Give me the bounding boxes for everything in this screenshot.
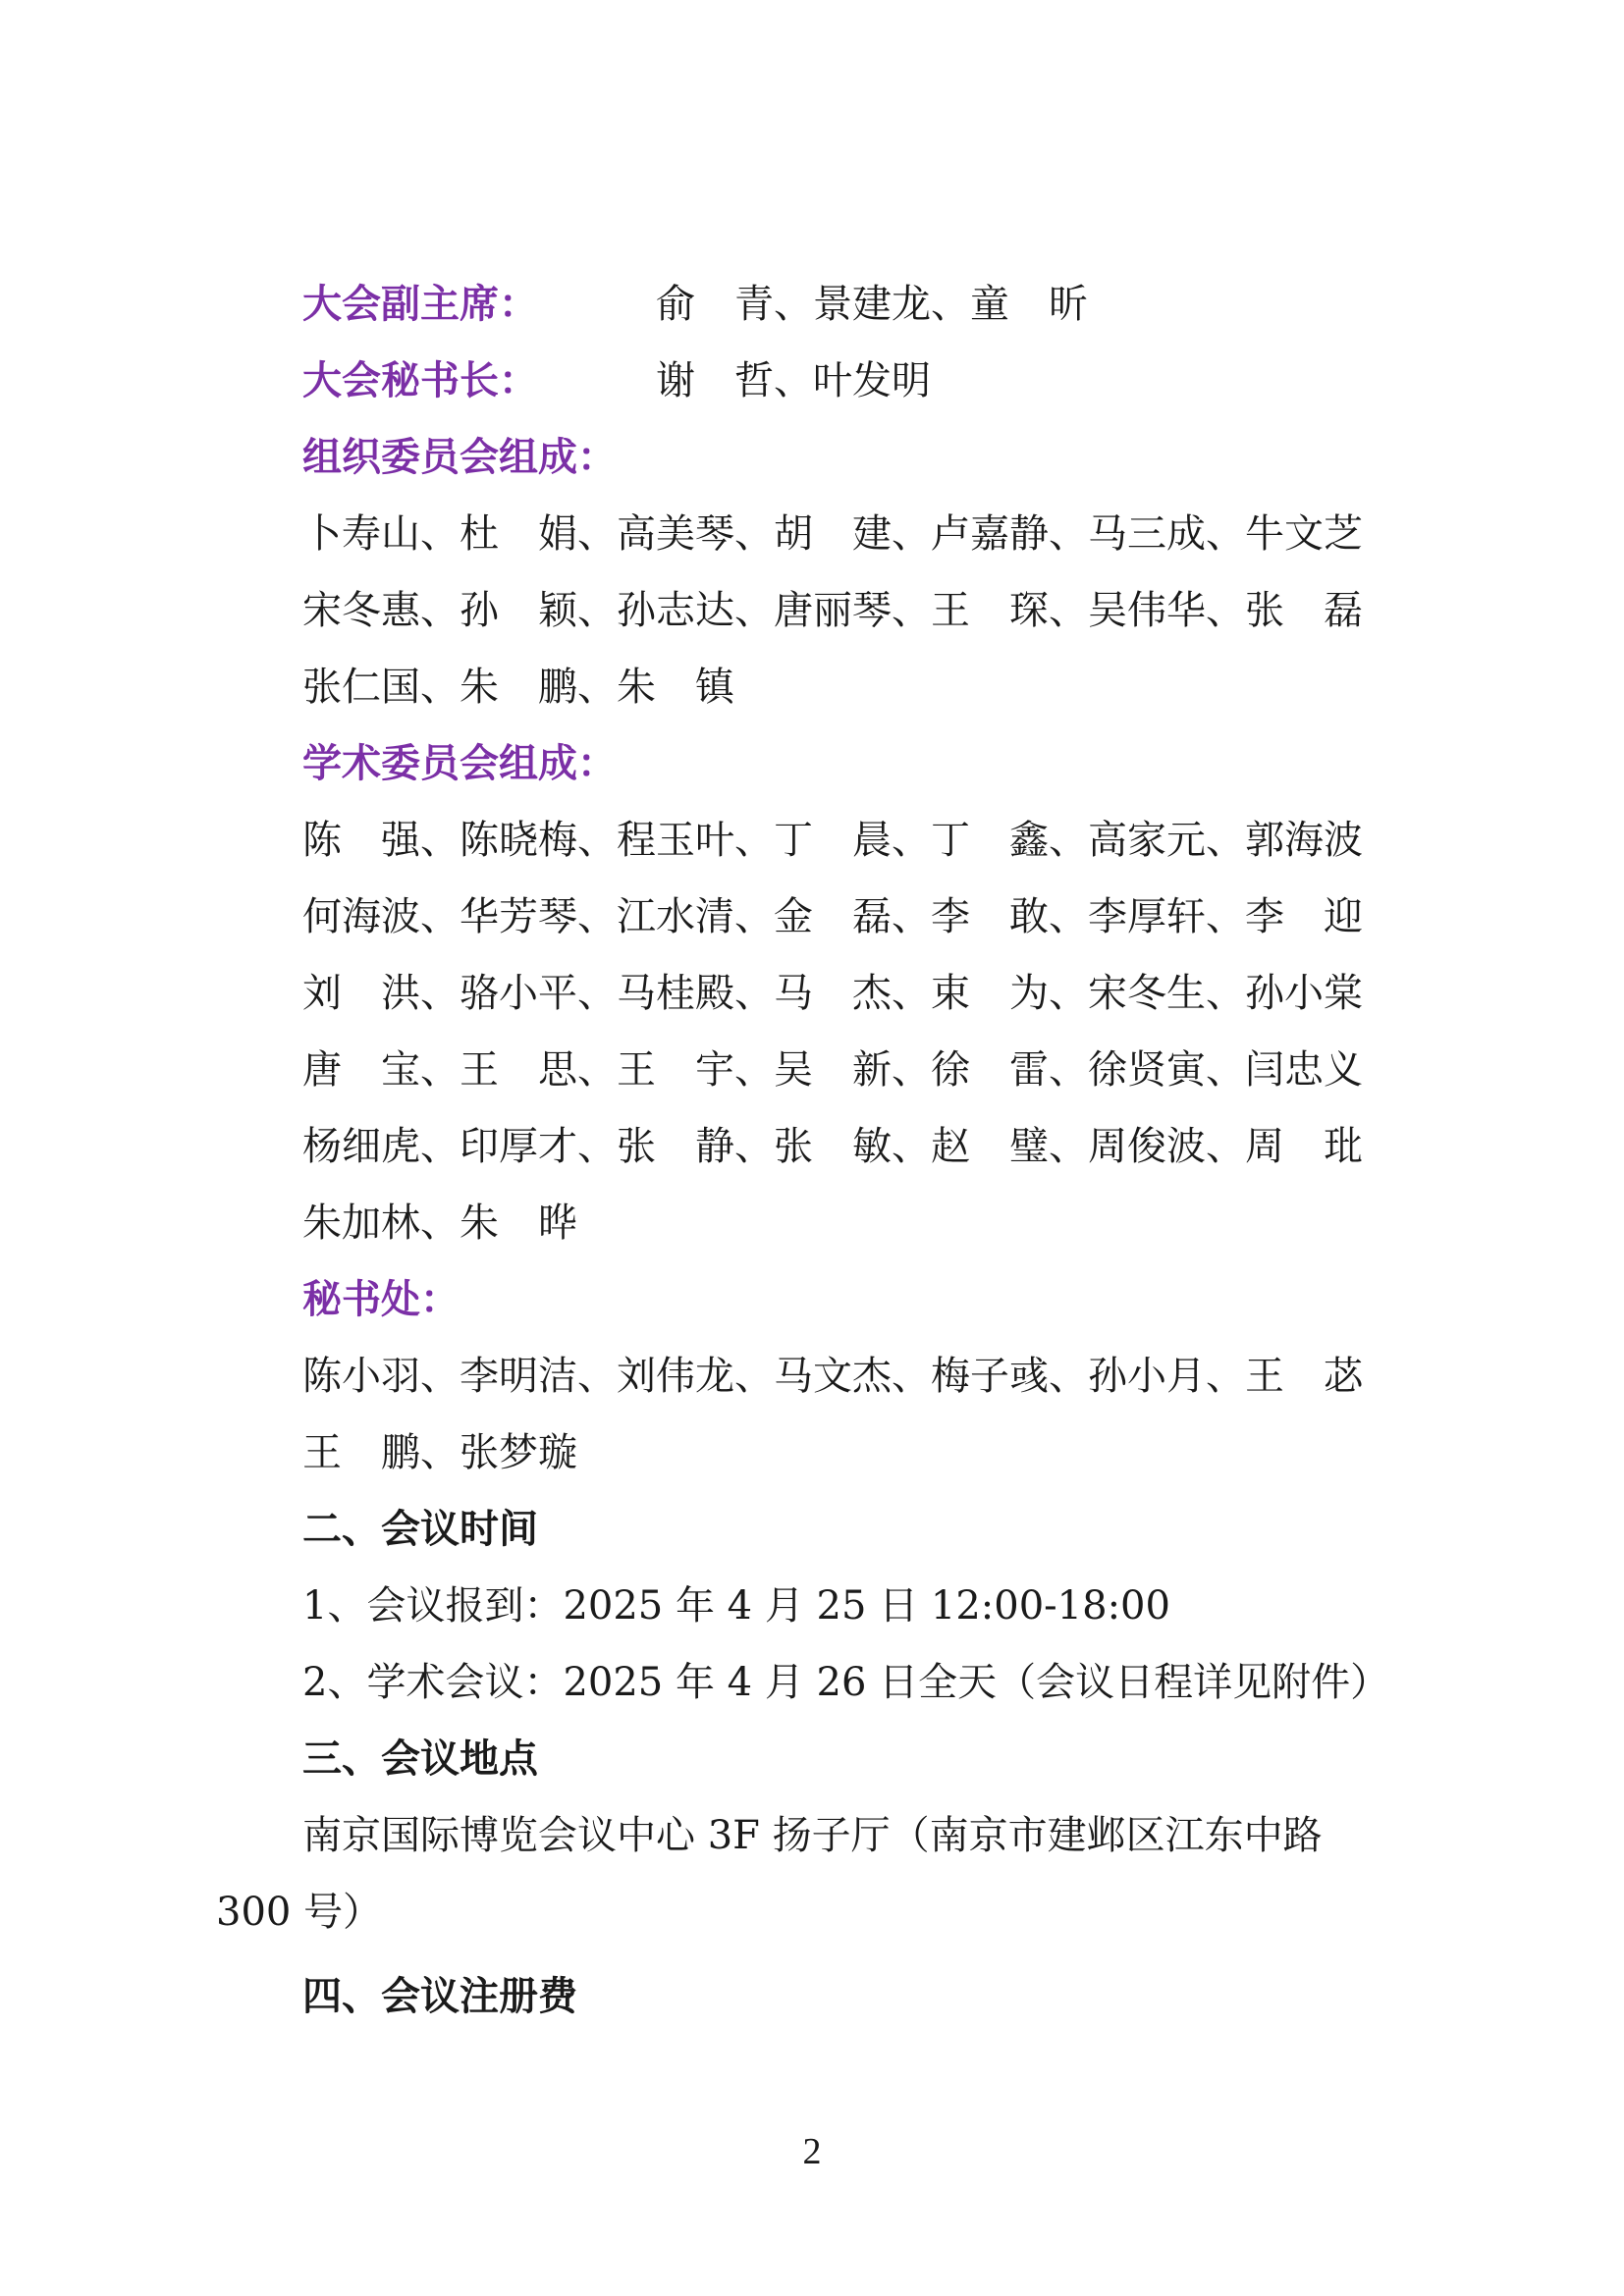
organizing-committee-line: 张仁国、朱 鹏、朱 镇	[302, 665, 734, 710]
section-4-heading: 四、会议注册费	[302, 1974, 577, 2019]
academic-committee-line: 刘 洪、骆小平、马桂殿、马 杰、束 为、宋冬生、孙小棠	[302, 971, 1363, 1016]
conference-time: 2、学术会议：2025 年 4 月 26 日全天（会议日程详见附件）	[302, 1660, 1390, 1705]
venue-line-1: 南京国际博览会议中心 3F 扬子厅（南京市建邺区江东中路	[302, 1813, 1323, 1858]
organizing-committee-line: 卜寿山、杜 娟、高美琴、胡 建、卢嘉静、马三成、牛文芝	[302, 511, 1363, 557]
page-number: 2	[802, 2131, 822, 2172]
section-2-heading: 二、会议时间	[302, 1507, 538, 1552]
secretariat-line: 王 鹏、张梦璇	[302, 1430, 577, 1475]
academic-committee-line: 何海波、华芳琴、江水清、金 磊、李 敢、李厚轩、李 迎	[302, 894, 1363, 939]
academic-committee-line: 杨细虎、印厚才、张 静、张 敏、赵 璧、周俊波、周 玭	[302, 1124, 1363, 1169]
vice-chair-label: 大会副主席：	[302, 282, 538, 327]
organizing-committee-heading: 组织委员会组成：	[302, 435, 617, 480]
secretary-general-row	[302, 355, 931, 406]
registration-time: 1、会议报到：2025 年 4 月 25 日 12:00-18:00	[302, 1583, 1170, 1629]
vice-chair-row	[302, 279, 1088, 330]
secretary-general-label: 大会秘书长：	[302, 358, 538, 403]
secretariat-line: 陈小羽、李明洁、刘伟龙、马文杰、梅子彧、孙小月、王 苾	[302, 1354, 1363, 1399]
academic-committee-heading: 学术委员会组成：	[302, 741, 617, 786]
organizing-committee-line: 宋冬惠、孙 颖、孙志达、唐丽琴、王 琛、吴伟华、张 磊	[302, 588, 1363, 633]
academic-committee-line: 朱加林、朱 晔	[302, 1201, 577, 1246]
vice-chair-names: 俞 青、景建龙、童 昕	[656, 282, 1088, 327]
secretariat-heading: 秘书处：	[302, 1277, 460, 1322]
venue-line-2: 300 号）	[216, 1890, 383, 1935]
secretary-general-names: 谢 哲、叶发明	[656, 358, 931, 403]
academic-committee-line: 陈 强、陈晓梅、程玉叶、丁 晨、丁 鑫、高家元、郭海波	[302, 818, 1363, 863]
academic-committee-line: 唐 宝、王 思、王 宇、吴 新、徐 雷、徐贤寅、闫忠义	[302, 1047, 1363, 1093]
section-3-heading: 三、会议地点	[302, 1736, 538, 1782]
